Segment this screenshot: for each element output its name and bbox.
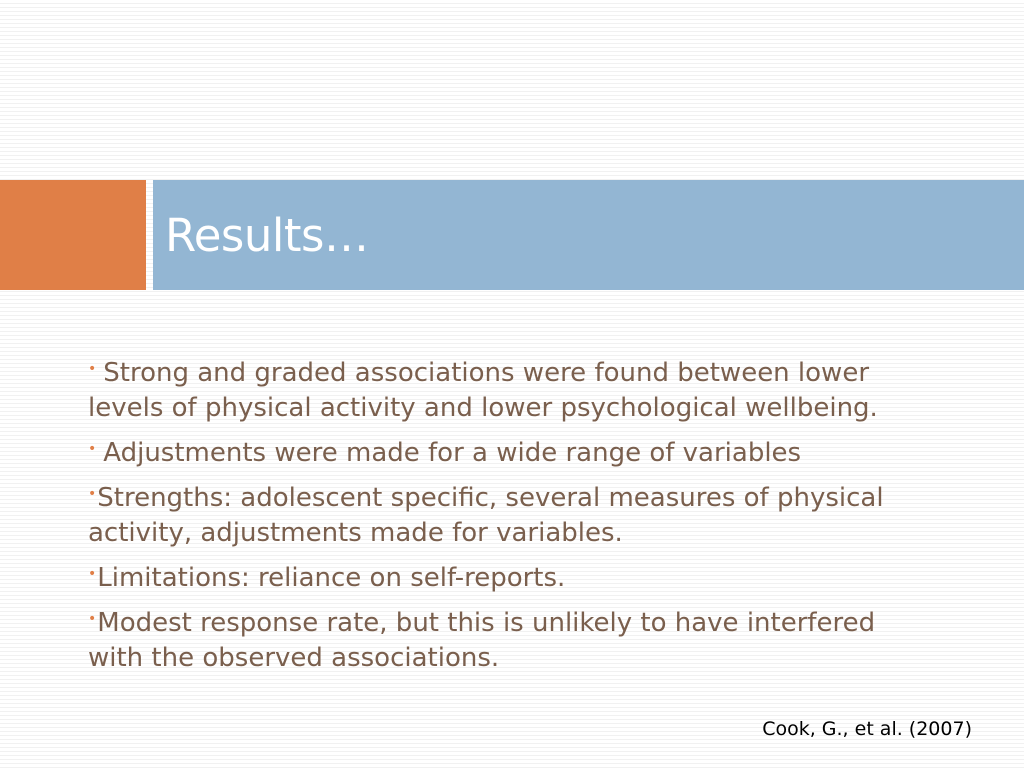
bullet-icon: • xyxy=(88,441,97,457)
bullet-item xyxy=(88,436,928,471)
bullet-icon: • xyxy=(88,486,97,502)
bullet-icon: • xyxy=(88,566,97,582)
bullet-icon: • xyxy=(88,611,97,627)
bullet-text: Modest response rate, but this is unlikely to have interfered with the observed associations. xyxy=(88,608,876,673)
bullet-text: Adjustments were made for a wide range of variables xyxy=(103,438,802,468)
bullet-text: Strengths: adolescent specific, several measures of physical activity, adjustments made for variables. xyxy=(88,483,884,548)
title-bar xyxy=(153,180,1024,290)
bullet-item xyxy=(88,356,928,426)
bullet-text: Strong and graded associations were found between lower levels of physical activity and lower psychological wellbeing. xyxy=(88,358,878,423)
slide-title: Results… xyxy=(165,209,369,262)
bullet-item xyxy=(88,561,928,596)
bullet-item xyxy=(88,481,928,551)
bullet-text: Limitations: reliance on self-reports. xyxy=(97,563,566,593)
bullet-list xyxy=(88,356,928,686)
citation: Cook, G., et al. (2007) xyxy=(762,718,972,740)
accent-block xyxy=(0,180,146,290)
bullet-icon: • xyxy=(88,361,97,377)
bullet-item xyxy=(88,606,928,676)
